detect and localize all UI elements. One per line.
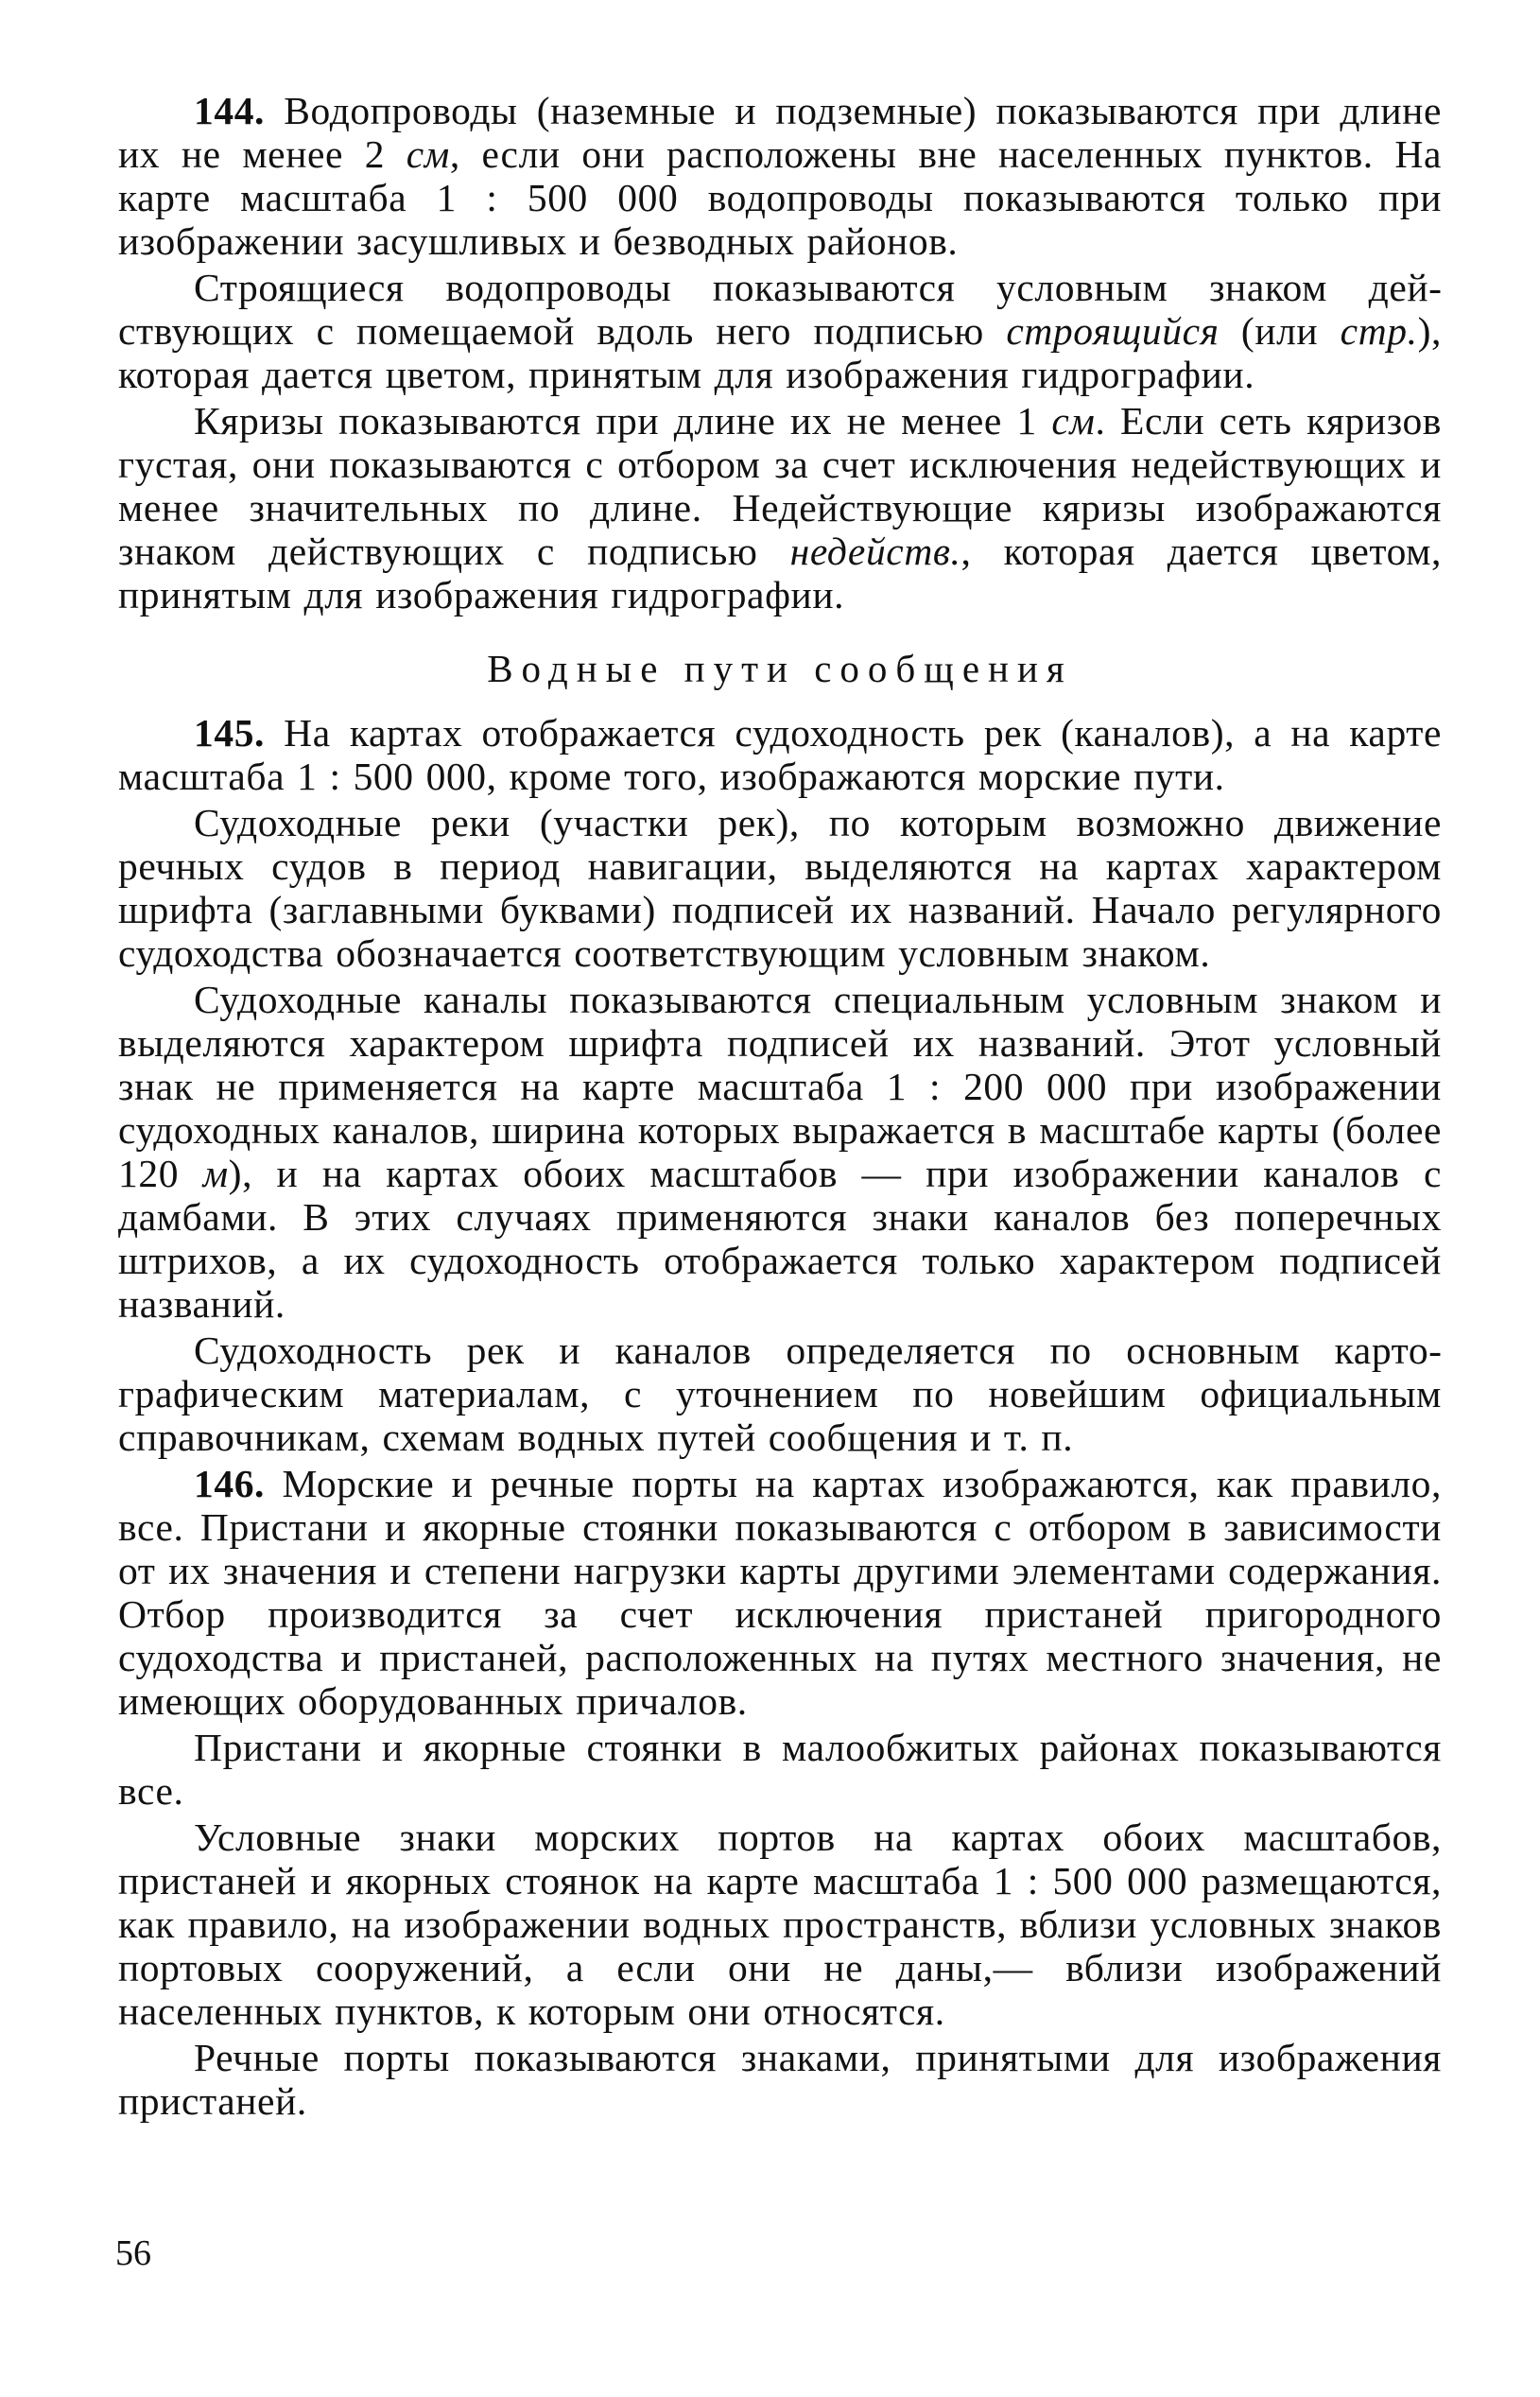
unit-emphasis: см (1051, 399, 1096, 443)
paragraph-text: ), которая дается цветом, принятым для изображения гидрографии. (118, 309, 1442, 396)
paragraph-146-ports (118, 1462, 1442, 1723)
paragraph-144-kyariz (118, 399, 1442, 617)
paragraph-text: . Если сеть кяризов густая, они показываются с отбором за счет исключения недействующих и менее значительных по длине. Недействующие кяризы изображаются знаком действующих с подписью (118, 399, 1442, 573)
paragraph-text: Строящиеся водопроводы показываются условным знаком действующих с помещаемой вдоль него подписью (118, 266, 1442, 353)
section-heading: Водные пути сообщения (487, 647, 1073, 690)
paragraph-144-under-construction (118, 266, 1442, 396)
paragraph-text: Судоходные каналы показываются специальным условным знаком и выделяются характером шрифта подписей их названий. Этот условный знак не применяется на карте масштаба 1 : 200 000 при изображении судоходных каналов, ширина которых выражается в масштабе карты (более 120 (118, 978, 1442, 1195)
item-number-146: 146. (194, 1462, 266, 1505)
paragraph-text: На картах отображается судоходность рек (каналов), а на карте масштаба 1 : 500 000, кроме того, изображаются морские пути. (118, 711, 1442, 798)
paragraph-145-sources: Судоходность рек и каналов определяется по основным картографическим материалам, с уточнением по новейшим официальным справочникам, схемам водных путей сообщения и т. п. (118, 1329, 1442, 1459)
label-emphasis: строящийся (1006, 309, 1220, 353)
paragraph-text: Кяризы показываются при длине их не менее 1 (194, 399, 1052, 443)
paragraph-145-navigability (118, 711, 1442, 798)
paragraph-text: , которая дается цветом, принятым для изображения гидрографии. (118, 530, 1442, 617)
paragraph-145-rivers: Судоходные реки (участки рек), по которым возможно движение речных судов в период навигации, выделяются на картах характером шрифта (заглавными буквами) подписей их названий. Начало регулярного судоходства обозначается соответствующим условным знаком. (118, 801, 1442, 975)
paragraph-144-waterpipes (118, 89, 1442, 263)
paragraph-145-canals (118, 978, 1442, 1326)
item-number-145: 145. (194, 711, 266, 755)
label-emphasis: стр. (1340, 309, 1418, 353)
label-emphasis: недейств. (789, 530, 961, 573)
paragraph-text: , если они расположены вне населенных пунктов. На карте масштаба 1 : 500 000 водопроводы показываются только при изображении засушливых и безводных районов. (118, 132, 1442, 263)
paragraph-text: ), и на картах обоих масштабов — при изображении каналов с дамбами. В этих случаях применяются знаки каналов без поперечных штрихов, а их судоходность отображается только характером подписей названий. (118, 1152, 1443, 1326)
unit-emphasis: см (406, 132, 450, 176)
paragraph-146-river-ports: Речные порты показываются знаками, принятыми для изображения пристаней. (118, 2036, 1442, 2123)
paragraph-text: Морские и речные порты на картах изображаются, как правило, все. Пристани и якорные стоянки показываются с отбором в зависимости от их значения и степени нагрузки карты другими элементами содержания. Отбор производится за счет исключения пристаней пригородного судоходства и пристаней, расположенных на путях местного значения, не имеющих оборудованных причалов. (118, 1462, 1442, 1723)
paragraph-146-remote-areas: Пристани и якорные стоянки в малообжитых районах показываются все. (118, 1726, 1442, 1813)
page-number: 56 (115, 2233, 151, 2273)
page-body (118, 89, 1442, 2123)
unit-emphasis: м (202, 1152, 229, 1195)
paragraph-text: (или (1219, 309, 1341, 353)
paragraph-text: Водопроводы (наземные и подземные) показываются при длине их не менее 2 (118, 89, 1442, 176)
item-number-144: 144. (194, 89, 266, 132)
paragraph-146-placement: Условные знаки морских портов на картах обоих масштабов, пристаней и якорных стоянок на карте масштаба 1 : 500 000 размещаются, как правило, на изображении водных пространств, вблизи условных знаков портовых сооружений, а если они не даны,— вблизи изображений населенных пунктов, к которым они относятся. (118, 1815, 1442, 2033)
